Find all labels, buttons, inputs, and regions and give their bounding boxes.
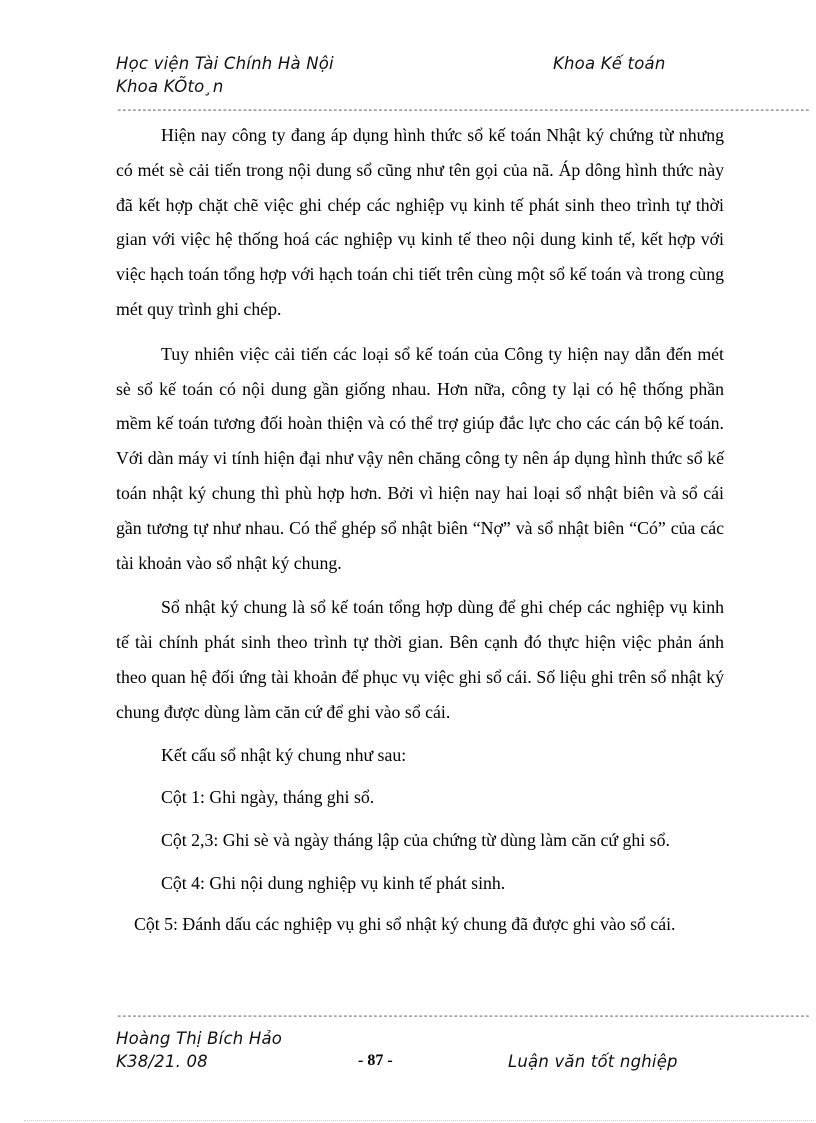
header-rule: ------------------------------------------------------------------------------------------------------------------------------------------ — [116, 103, 810, 116]
footer-author: Hoàng Thị Bích Hảo — [116, 1029, 283, 1048]
column-item: Cột 1: Ghi ngày, tháng ghi sổ. — [161, 787, 375, 808]
paragraph: Tuy nhiên việc cải tiến các loại sổ kế toán của Công ty hiện nay dẫn đến mét sè sổ kế toán có nội dung gần giống nhau. Hơn nữa, công ty lại có hệ thống phần mềm kế toán tương đối hoàn thiện và có thể trợ giúp đắc lực cho các cán bộ kế toán. Với dàn máy vi tính hiện đại như vậy nên chăng công ty nên áp dụng hình thức sổ kế toán nhật ký chung thì phù hợp hơn. Bởi vì hiện nay hai loại sổ nhật biên và sổ cái gần tương tự như nhau. Có thể ghép sổ nhật biên “Nợ” và sổ nhật biên “Có” của các tài khoản vào sổ nhật ký chung. — [116, 343, 724, 573]
column-item: Cột 4: Ghi nội dung nghiệp vụ kinh tế phát sinh. — [161, 872, 506, 893]
footer-rule: ------------------------------------------------------------------------------------------------------------------------------------------ — [116, 1009, 810, 1022]
header-institution: Học viện Tài Chính Hà Nội — [116, 54, 334, 73]
footer-class: K38/21. 08 — [116, 1052, 208, 1071]
column-item: Cột 2,3: Ghi sè và ngày tháng lập của chứng từ dùng làm căn cứ ghi sổ. — [161, 830, 670, 851]
page-number: - 87 - — [358, 1052, 393, 1069]
paragraph: Hiện nay công ty đang áp dụng hình thức sổ kế toán Nhật ký chứng từ nhưng có mét sè cải tiến trong nội dung sổ cũng như tên gọi của nã. Áp dông hình thức này đã kết hợp chặt chẽ việc ghi chép các nghiệp vụ kinh tế phát sinh theo trình tự thời gian với việc hệ thống hoá các nghiệp vụ kinh tế theo nội dung kinh tế, kết hợp với việc hạch toán tổng hợp với hạch toán chi tiết trên cùng một sổ kế toán và trong cùng mét quy trình ghi chép. — [116, 125, 724, 319]
structure-intro: Kết cấu sổ nhật ký chung như sau: — [161, 744, 407, 765]
header-department: Khoa Kế toán — [553, 54, 666, 73]
paragraph: Sổ nhật ký chung là sổ kế toán tổng hợp dùng để ghi chép các nghiệp vụ kinh tế tài chính phát sinh theo trình tự thời gian. Bên cạnh đó thực hiện việc phản ánh theo quan hệ đối ứng tài khoản để phục vụ việc ghi sổ cái. Số liệu ghi trên sổ nhật ký chung được dùng làm căn cứ để ghi vào sổ cái. — [116, 597, 724, 722]
column-item: Cột 5: Đánh dấu các nghiệp vụ ghi sổ nhật ký chung đã được ghi vào sổ cái. — [134, 913, 676, 934]
footer-doc-type: Luận văn tốt nghiệp — [508, 1052, 678, 1071]
header-department-garbled: Khoa KÕto¸n — [116, 77, 224, 96]
document-body — [116, 118, 724, 942]
